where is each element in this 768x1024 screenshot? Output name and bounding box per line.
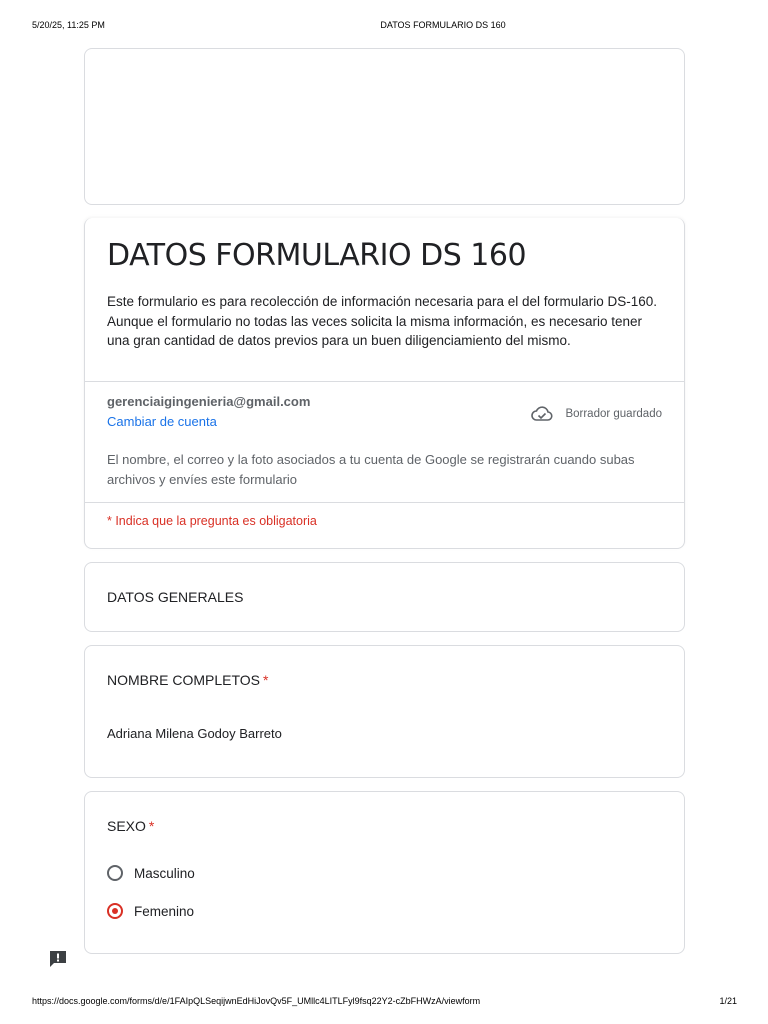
divider [85, 381, 684, 382]
required-asterisk: * [263, 672, 269, 688]
page-number: 1/21 [719, 996, 737, 1006]
radio-option-masculino[interactable] [107, 865, 195, 881]
section-title: DATOS GENERALES [107, 589, 244, 605]
description-line: Este formulario es para recolección de información necesaria para el del formulario DS-160. [107, 294, 658, 309]
question-title [107, 672, 268, 688]
radio-button-selected[interactable] [107, 903, 123, 919]
draft-status-label: Borrador guardado [565, 408, 662, 420]
form-header-card [84, 218, 685, 549]
question-sex [84, 791, 685, 954]
print-footer [0, 990, 768, 1024]
header-banner-card [84, 48, 685, 205]
form-description [107, 292, 663, 351]
cloud-check-icon [531, 406, 553, 422]
print-title: DATOS FORMULARIO DS 160 [380, 20, 506, 30]
radio-label: Masculino [134, 865, 195, 881]
full-name-answer[interactable]: Adriana Milena Godoy Barreto [107, 726, 282, 741]
draft-status [531, 406, 662, 422]
description-line: Aunque el formulario no todas las veces solicita la misma información, es necesario tener una gran cantidad de datos previos para un buen diligenciamiento del mismo. [107, 313, 643, 348]
form-title: DATOS FORMULARIO DS 160 [107, 238, 527, 273]
divider [85, 502, 684, 503]
question-full-name [84, 645, 685, 778]
feedback-icon[interactable] [48, 949, 68, 969]
required-note: * Indica que la pregunta es obligatoria [107, 514, 317, 528]
print-header [0, 0, 768, 40]
radio-label: Femenino [134, 903, 195, 919]
required-asterisk: * [148, 818, 155, 834]
radio-button[interactable] [107, 865, 123, 881]
print-url: https://docs.google.com/forms/d/e/1FAIpQLSeqijwnEdHiJovQv5F_UMllc4LITLFyl9fsq22Y2-cZbFHWzA/viewform [32, 996, 481, 1006]
question-title-text: SEXO [107, 818, 146, 834]
section-card [84, 562, 685, 632]
account-notice: El nombre, el correo y la foto asociados a tu cuenta de Google se registrarán cuando subas archivos y envíes este formulario [107, 452, 635, 487]
print-datetime: 5/20/25, 11:25 PM [32, 20, 105, 30]
account-email: gerenciaigingenieria@gmail.com [107, 394, 311, 409]
radio-option-femenino[interactable] [107, 903, 194, 919]
question-title [107, 818, 154, 834]
switch-account-link[interactable]: Cambiar de cuenta [107, 414, 217, 429]
question-title-text: NOMBRE COMPLETOS [107, 672, 260, 688]
